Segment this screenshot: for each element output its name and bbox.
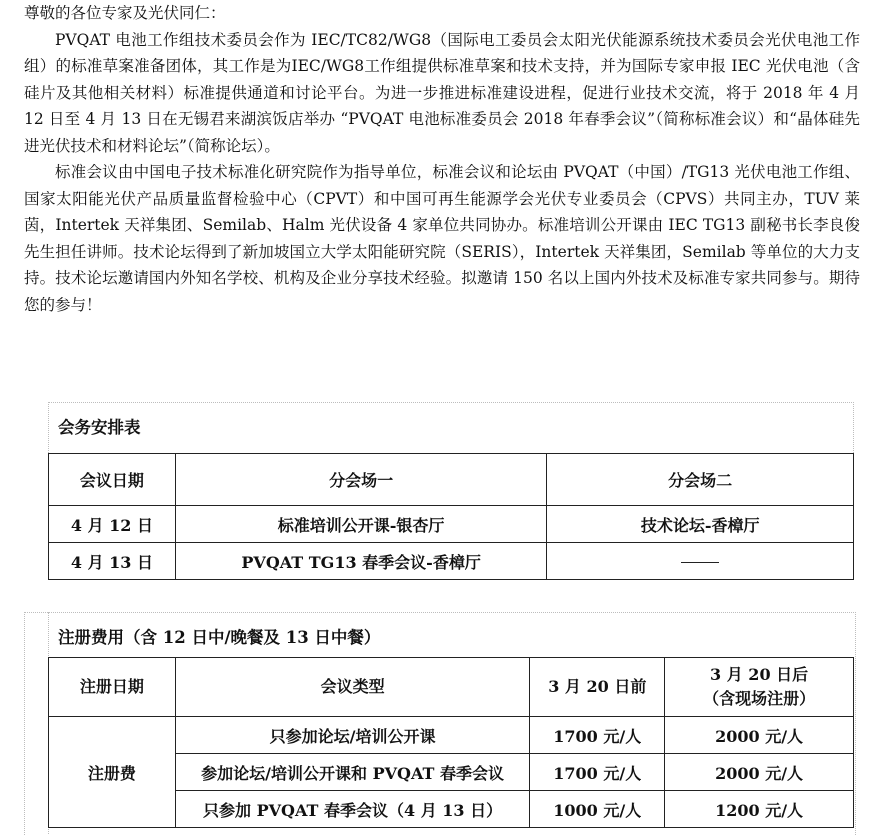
table-row (49, 506, 854, 543)
table-row (49, 717, 854, 754)
header-registration-date: 注册日期 (49, 658, 176, 717)
cell-venue-one: 标准培训公开课-银杏厅 (175, 506, 547, 543)
organizers-paragraph: 标准会议由中国电子技术标准化研究院作为指导单位，标准会议和论坛由 PVQAT（中国）/TG13 光伏电池工作组、国家太阳能光伏产品质量监督检验中心（CPVT）和中国可再生能源学会光伏专业委员会（CPVS）共同主办，TUV 莱茵，Intertek 天祥集团、Semilab、Halm 光伏设备 4 家单位共同协办。标准培训公开课由 IEC TG13 副秘书长李良俊先生担任讲师。技术论坛得到了新加坡国立大学太阳能研究院（SERIS），Intertek 天祥集团，Semilab 等单位的大力支持。技术论坛邀请国内外知名学校、机构及企业分享技术经验。拟邀请 150 名以上国内外技术及标准专家共同参与。期待您的参与！ (24, 163, 860, 314)
schedule-title: 会务安排表 (58, 418, 141, 437)
invitation-letter (24, 0, 860, 318)
cell-late-price: 2000 元/人 (665, 717, 854, 754)
intro-paragraph: PVQAT 电池工作组技术委员会作为 IEC/TC82/WG8（国际电工委员会太阳光伏能源系统技术委员会光伏电池工作组）的标准草案准备团体，其工作是为IEC/WG8工作组提供标准草案和技术支持，并为国际专家申报 IEC 光伏电池（含硅片及其他相关材料）标准提供通道和讨论平台。为进一步推进标准建设进程，促进行业技术交流，将于 2018 年 4 月 12 日至 4 月 13 日在无锡君来湖滨饭店举办 “PVQAT 电池标准委员会 2018 年春季会议”（简称标准会议）和“晶体硅先进光伏技术和材料论坛”（简称论坛）。 (24, 30, 860, 155)
header-venue-one: 分会场一 (175, 454, 547, 506)
header-date: 会议日期 (49, 454, 176, 506)
cell-venue-one: PVQAT TG13 春季会议-香樟厅 (175, 543, 547, 580)
header-late-price-line1: 3 月 20 日后 (710, 665, 809, 684)
cell-meeting-type: 只参加 PVQAT 春季会议（4 月 13 日） (175, 791, 530, 828)
table-header-row (49, 658, 854, 717)
cell-early-price: 1700 元/人 (530, 754, 665, 791)
cell-early-price: 1000 元/人 (530, 791, 665, 828)
cell-venue-two: 技术论坛-香樟厅 (547, 506, 854, 543)
cell-meeting-type: 只参加论坛/培训公开课 (175, 717, 530, 754)
header-venue-two: 分会场二 (547, 454, 854, 506)
table-row (49, 543, 854, 580)
cell-date: 4 月 12 日 (49, 506, 176, 543)
empty-dash (681, 562, 719, 563)
header-late-price (665, 658, 854, 717)
table-header-row (49, 454, 854, 506)
header-meeting-type: 会议类型 (175, 658, 530, 717)
fees-title: 注册费用（含 12 日中/晚餐及 13 日中餐） (58, 628, 381, 647)
cell-meeting-type: 参加论坛/培训公开课和 PVQAT 春季会议 (175, 754, 530, 791)
schedule-table (48, 453, 854, 580)
fee-group-label: 注册费 (49, 717, 176, 828)
header-late-price-line2: （含现场注册） (703, 689, 816, 708)
cell-date: 4 月 13 日 (49, 543, 176, 580)
fees-table (48, 657, 854, 828)
cell-late-price: 1200 元/人 (665, 791, 854, 828)
cell-early-price: 1700 元/人 (530, 717, 665, 754)
cell-late-price: 2000 元/人 (665, 754, 854, 791)
greeting: 尊敬的各位专家及光伏同仁： (24, 4, 226, 22)
cell-venue-two (547, 543, 854, 580)
header-early-price: 3 月 20 日前 (530, 658, 665, 717)
